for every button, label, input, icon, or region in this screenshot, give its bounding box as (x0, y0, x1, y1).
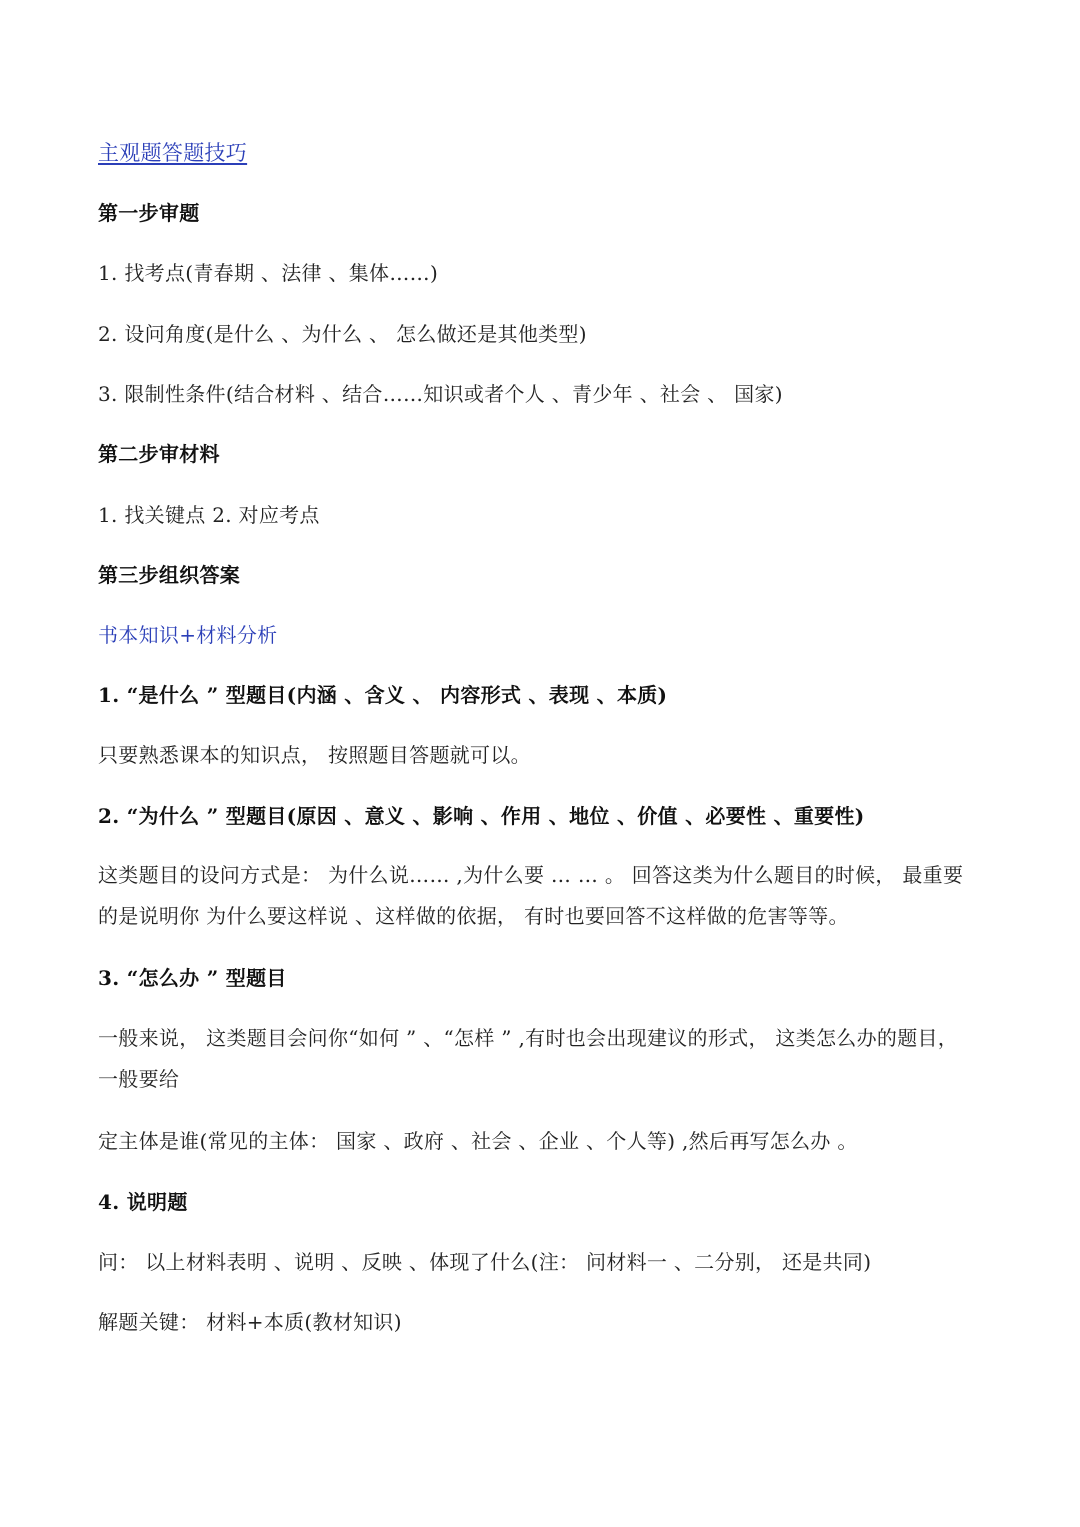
step1-item-3: 3. 限制性条件(结合材料 、结合……知识或者个人 、青少年 、社会 、 国家) (98, 382, 783, 406)
type2-body: 这类题目的设问方式是： 为什么说…… ,为什么要 … … 。 回答这类为什么题目的时候， 最重要的是说明你 为什么要这样说 、这样做的依据， 有时也要回答不这样做的危害等等。 (98, 863, 964, 928)
step1-item-2: 2. 设问角度(是什么 、为什么 、 怎么做还是其他类型) (98, 322, 587, 346)
step3-heading: 第三步组织答案 (98, 563, 241, 587)
step1-item-1: 1. 找考点(青春期 、法律 、集体……) (98, 261, 439, 285)
type4-heading: 4. 说明题 (98, 1190, 188, 1214)
step3-subheading: 书本知识+材料分析 (98, 623, 278, 647)
step1-heading: 第一步审题 (98, 201, 200, 225)
type4-body: 问： 以上材料表明 、说明 、反映 、体现了什么(注： 问材料一 、二分别， 还是共同) (98, 1250, 872, 1274)
type3-body: 一般来说， 这类题目会问你“如何 ” 、“怎样 ” ,有时也会出现建议的形式， 这类怎么办的题目， 一般要给 (98, 1026, 959, 1091)
type1-heading: 1. “是什么 ” 型题目(内涵 、含义 、 内容形式 、表现 、本质) (98, 683, 668, 707)
type1-body: 只要熟悉课本的知识点， 按照题目答题就可以。 (98, 743, 531, 767)
type2-heading: 2. “为什么 ” 型题目(原因 、意义 、影响 、作用 、地位 、价值 、必要性 、重要性) (98, 804, 865, 828)
type3-heading: 3. “怎么办 ” 型题目 (98, 966, 287, 990)
type4-body-2: 解题关键： 材料+本质(教材知识) (98, 1310, 402, 1334)
type3-body-2: 定主体是谁(常见的主体： 国家 、政府 、社会 、企业 、个人等) ,然后再写怎么办 。 (98, 1129, 858, 1153)
step2-heading: 第二步审材料 (98, 442, 220, 466)
document-title-link[interactable]: 主观题答题技巧 (98, 141, 248, 165)
step2-items: 1. 找关键点 2. 对应考点 (98, 503, 320, 527)
